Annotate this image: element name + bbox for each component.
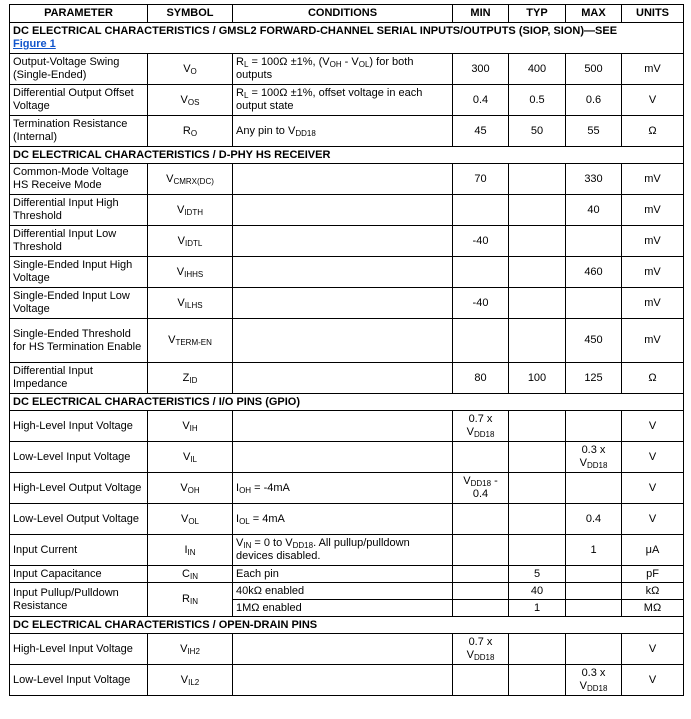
table-cell [566,411,622,442]
table-cell [509,473,566,504]
table-cell: μA [622,535,684,566]
table-row [10,411,684,442]
table-cell: Input Pullup/Pulldown Resistance [10,583,148,617]
table-row [10,257,684,288]
dc-characteristics-table [9,4,684,696]
table-cell: $V_{DD18}$ - 0.4 [453,473,509,504]
table-cell: kΩ [622,583,684,600]
table-cell [453,535,509,566]
table-cell: -40 [453,226,509,257]
table-cell [566,634,622,665]
table-cell: Common-Mode Voltage HS Receive Mode [10,164,148,195]
table-cell: 0.6 [566,85,622,116]
table-cell [233,195,453,226]
table-cell: Differential Input Low Threshold [10,226,148,257]
table-cell: MΩ [622,600,684,617]
table-cell: Single-Ended Threshold for HS Termination Enable [10,319,148,363]
table-cell: $R_O$ [148,116,233,147]
table-cell: 45 [453,116,509,147]
col-units: UNITS [622,5,684,23]
table-cell: $V_{IHHS}$ [148,257,233,288]
table-row [10,195,684,226]
col-max: MAX [566,5,622,23]
table-cell [566,473,622,504]
table-cell [453,665,509,696]
section-gmsl2 [10,23,684,54]
table-cell: $Z_{ID}$ [148,363,233,394]
table-cell: Input Capacitance [10,566,148,583]
table-row [10,288,684,319]
table-cell [566,583,622,600]
table-cell: Any pin to $V_{DD18}$ [233,116,453,147]
table-cell [566,600,622,617]
table-row [10,634,684,665]
table-cell: mV [622,257,684,288]
table-cell: High-Level Input Voltage [10,634,148,665]
table-cell: V [622,411,684,442]
section-open-drain [10,617,684,634]
table-cell: $V_{IL}$ [148,442,233,473]
table-cell [10,23,684,54]
table-cell: $V_{IDTH}$ [148,195,233,226]
table-cell [453,566,509,583]
table-cell: Low-Level Input Voltage [10,665,148,696]
table-cell: $R_L = 100\Omega \pm 1\%$, offset voltage in each output state [233,85,453,116]
table-cell: -40 [453,288,509,319]
table-cell [509,195,566,226]
table-cell: V [622,85,684,116]
table-cell: 300 [453,54,509,85]
table-cell [509,288,566,319]
table-cell [509,257,566,288]
table-row [10,54,684,85]
table-cell: 0.7 x $V_{DD18}$ [453,634,509,665]
table-cell [566,226,622,257]
table-cell: 1MΩ enabled [233,600,453,617]
table-cell: DC ELECTRICAL CHARACTERISTICS / D-PHY HS RECEIVER [10,147,684,164]
table-cell: $C_{IN}$ [148,566,233,583]
table-cell: 40kΩ enabled [233,583,453,600]
table-cell [453,442,509,473]
col-min: MIN [453,5,509,23]
section-gpio [10,394,684,411]
table-cell: mV [622,226,684,257]
table-cell: Termination Resistance (Internal) [10,116,148,147]
table-cell: High-Level Output Voltage [10,473,148,504]
table-cell: $R_{IN}$ [148,583,233,617]
table-cell: $V_{OL}$ [148,504,233,535]
header-row [10,5,684,23]
table-cell: V [622,665,684,696]
figure-1-link[interactable]: Figure 1 [13,38,56,50]
table-cell: Single-Ended Input High Voltage [10,257,148,288]
table-cell [453,504,509,535]
table-row [10,665,684,696]
table-cell: $V_{IN} = 0$ to $V_{DD18}$. All pullup/pulldown devices disabled. [233,535,453,566]
table-cell: mV [622,164,684,195]
table-cell: $V_{IH}$ [148,411,233,442]
table-cell: 450 [566,319,622,363]
table-cell: 0.7 x $V_{DD18}$ [453,411,509,442]
col-symbol: SYMBOL [148,5,233,23]
table-cell: Single-Ended Input Low Voltage [10,288,148,319]
section-title: DC ELECTRICAL CHARACTERISTICS / GMSL2 FORWARD-CHANNEL SERIAL INPUTS/OUTPUTS (SIOP, SION)—SEE [13,25,618,37]
section-dphy [10,147,684,164]
table-cell [509,665,566,696]
table-cell: Differential Input High Threshold [10,195,148,226]
table-cell [509,164,566,195]
table-cell: $V_{TERM-EN}$ [148,319,233,363]
table-cell [509,504,566,535]
table-cell [233,319,453,363]
table-cell [509,634,566,665]
table-cell: $V_O$ [148,54,233,85]
table-cell [453,257,509,288]
table-cell [233,442,453,473]
table-cell: 460 [566,257,622,288]
col-typ: TYP [509,5,566,23]
table-cell: 100 [509,363,566,394]
table-cell: 40 [509,583,566,600]
table-row [10,164,684,195]
table-cell: V [622,634,684,665]
table-cell: 0.5 [509,85,566,116]
table-cell: $V_{OS}$ [148,85,233,116]
table-cell: mV [622,288,684,319]
col-parameter: PARAMETER [10,5,148,23]
table-cell [233,363,453,394]
table-cell: 330 [566,164,622,195]
table-cell: $V_{CMRX(DC)}$ [148,164,233,195]
table-row [10,319,684,363]
table-cell: 0.3 x $V_{DD18}$ [566,442,622,473]
table-cell: V [622,473,684,504]
table-cell [233,164,453,195]
table-cell [233,665,453,696]
table-cell: DC ELECTRICAL CHARACTERISTICS / I/O PINS (GPIO) [10,394,684,411]
table-cell: 5 [509,566,566,583]
table-cell [453,583,509,600]
table-cell: 50 [509,116,566,147]
table-cell: 70 [453,164,509,195]
table-cell [509,411,566,442]
table-cell: 400 [509,54,566,85]
table-cell: DC ELECTRICAL CHARACTERISTICS / OPEN-DRAIN PINS [10,617,684,634]
table-cell: mV [622,54,684,85]
table-cell: 500 [566,54,622,85]
table-cell: 1 [509,600,566,617]
table-cell: Differential Input Impedance [10,363,148,394]
table-cell: Differential Output Offset Voltage [10,85,148,116]
table-cell: $I_{OH} = -4mA$ [233,473,453,504]
table-cell: mV [622,319,684,363]
table-cell: $V_{IDTL}$ [148,226,233,257]
table-row [10,442,684,473]
table-cell: Each pin [233,566,453,583]
table-cell [453,195,509,226]
table-row [10,535,684,566]
table-cell: Input Current [10,535,148,566]
table-cell: Low-Level Output Voltage [10,504,148,535]
table-cell: $I_{IN}$ [148,535,233,566]
table-cell: 0.4 [566,504,622,535]
table-cell: Low-Level Input Voltage [10,442,148,473]
table-cell: V [622,442,684,473]
table-row [10,566,684,583]
table-cell [509,535,566,566]
table-row [10,583,684,600]
table-cell [233,411,453,442]
col-conditions: CONDITIONS [233,5,453,23]
table-row [10,116,684,147]
table-row [10,363,684,394]
table-cell [233,226,453,257]
table-cell: $I_{OL} = 4mA$ [233,504,453,535]
table-cell: $V_{OH}$ [148,473,233,504]
table-cell: $V_{IH2}$ [148,634,233,665]
table-cell: Ω [622,116,684,147]
table-row [10,85,684,116]
table-cell [509,319,566,363]
table-cell: 0.4 [453,85,509,116]
table-row [10,473,684,504]
table-cell: Output-Voltage Swing (Single-Ended) [10,54,148,85]
table-row [10,226,684,257]
table-cell: Ω [622,363,684,394]
table-cell: $V_{ILHS}$ [148,288,233,319]
table-cell: 1 [566,535,622,566]
table-cell [233,634,453,665]
table-cell: 0.3 x $V_{DD18}$ [566,665,622,696]
table-cell [566,288,622,319]
table-cell [509,442,566,473]
table-cell [233,288,453,319]
table-row [10,504,684,535]
table-cell: 40 [566,195,622,226]
table-cell: High-Level Input Voltage [10,411,148,442]
table-cell: 55 [566,116,622,147]
table-cell [233,257,453,288]
table-cell: 125 [566,363,622,394]
table-cell: $V_{IL2}$ [148,665,233,696]
table-cell: pF [622,566,684,583]
table-cell [566,566,622,583]
table-cell: 80 [453,363,509,394]
table-cell [509,226,566,257]
table-cell [453,600,509,617]
table-cell: $R_L = 100\Omega \pm 1\%$, $(V_{OH} - V_{OL})$ for both outputs [233,54,453,85]
table-cell: mV [622,195,684,226]
table-cell: V [622,504,684,535]
table-cell [453,319,509,363]
